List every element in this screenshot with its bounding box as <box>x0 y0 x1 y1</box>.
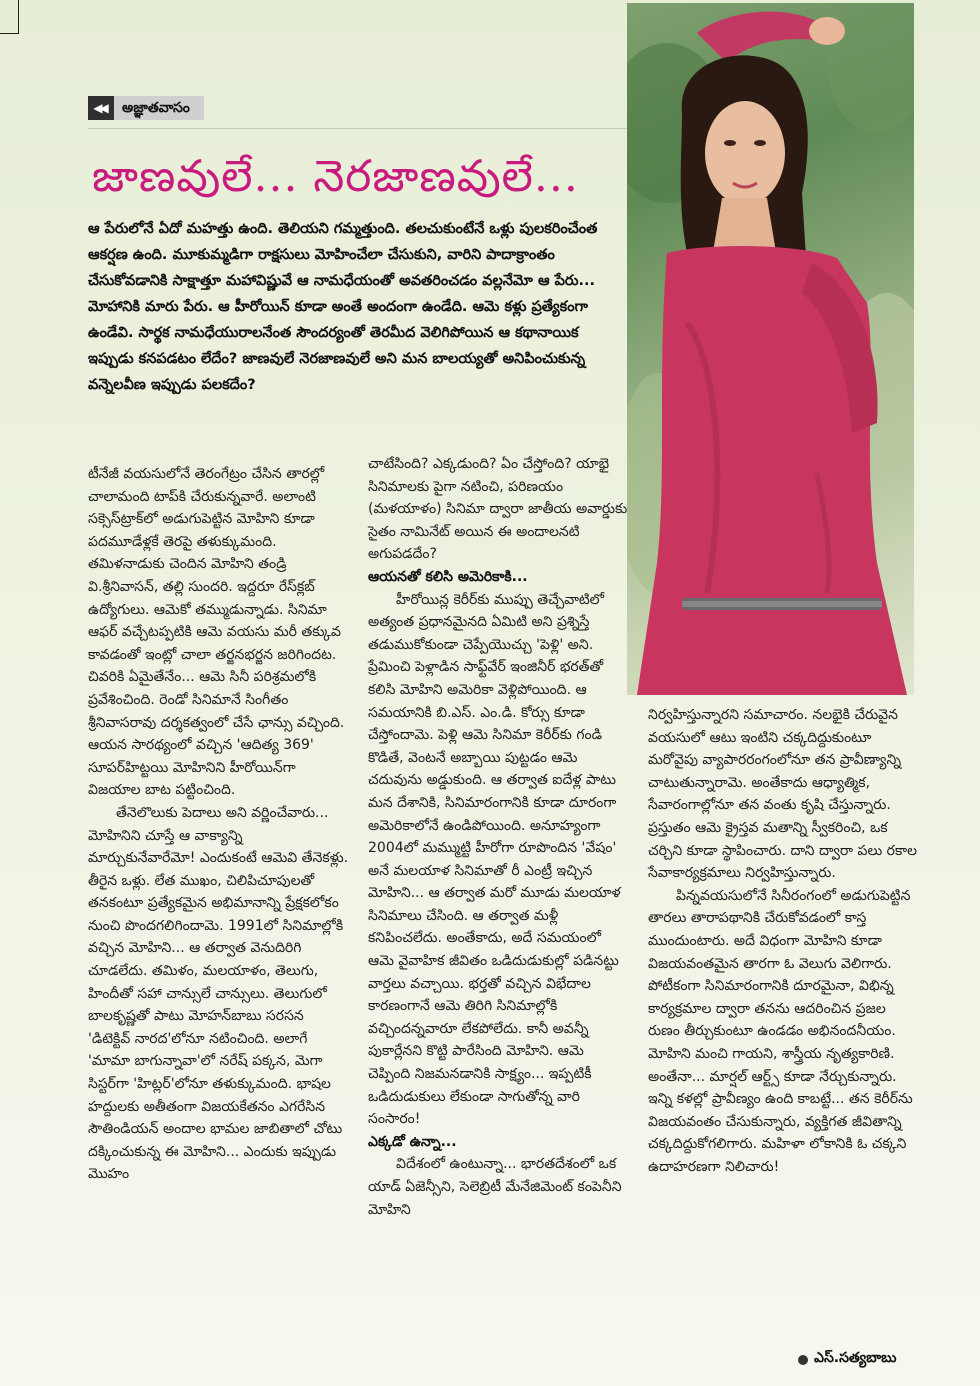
author-name: ఎస్.సత్యబాబు <box>814 1350 897 1366</box>
divider <box>88 128 628 129</box>
paragraph: తేనెలొలుకు పెదాలు అని వర్ణించేవారు... మోహినిని చూస్తే ఆ వాక్యాన్ని మార్చుకునేవారేమో! ఎందుకంటే ఆమెవి తేనెకళ్లు. తీరైన ఒళ్లు. లేత ముఖం, చిలిపిచూపులతో తనకంటూ ప్రత్యేకమైన అభిమానాన్ని ప్రేక్షకలోకం నుంచి పొందగలిగిందామె. 1991లో సినిమాల్లోకి వచ్చిన మోహిని... ఆ తర్వాత వెనుదిరిగి చూడలేదు. తమిళం, మలయాళం, తెలుగు, హిందీతో సహా చాన్సులే చాన్సులు. తెలుగులో బాలకృష్ణతో పాటు మోహన్‌బాబు సరసన 'డిటెక్టివ్ నారద'లోనూ నటించింది. అలాగే 'మామా బాగున్నావా'లో నరేష్ పక్కన, మెగా సిస్టర్‌గా 'హిట్లర్'లోనూ తళుక్కుమంది. భాషల హద్దులకు అతీతంగా విజయకేతనం ఎగరేసిన సౌతిండియన్ అందాల భామల జాబితాలో చోటు దక్కించుకున్న ఈ మోహిని... ఎందుకు ఇప్పుడు మొహం <box>88 804 349 1183</box>
intro-paragraph: ఆ పేరులోనే ఏదో మహత్తు ఉంది. తెలియని గమ్మత్తుంది. తలచుకుంటేనే ఒళ్లు పులకరించేంత ఆకర్షణ ఉంది. మూకుమ్మడిగా రాక్షసులు మోహించేలా చేసుకుని, వారిని పాదాక్రాంతం చేసుకోవడానికి సాక్షాత్తూ మహావిష్ణువే ఆ నామధేయంతో అవతరించడం వల్లనేమో ఆ పేరు... మోహానికి మారు పేరు. ఆ హీరోయిన్ కూడా అంతే అందంగా ఉండేది. ఆమె కళ్లు ప్రత్యేకంగా ఉండేవి. సార్థక నామధేయురాలనేంత సౌందర్యంతో తెరమీద వెలిగిపోయిన ఆ కథానాయిక ఇప్పుడు కనపడటం లేదేం? జాణవులే నెరజాణవులే అని మన బాలయ్యతో అనిపించుకున్న వన్నెలవీణ ఇప్పుడు పలకదేం? <box>88 221 598 393</box>
column-1 <box>88 463 350 1186</box>
column-3 <box>648 704 920 1178</box>
column-2 <box>368 453 630 1221</box>
paragraph: నిర్వహిస్తున్నారని సమాచారం. నలభైకి చేరువైన వయసులో ఆటు ఇంటిని చక్కదిద్దుకుంటూ మరోవైపు వ్యాపారరంగంలోనూ తన ప్రావీణ్యాన్ని చాటుతున్నారామె. అంతేకాదు ఆధ్యాత్మిక, సేవారంగాల్లోనూ తన వంతు కృషి చేస్తున్నారు. ప్రస్తుతం ఆమె క్రైస్తవ మతాన్ని స్వీకరించి, ఒక చర్చిని కూడా స్థాపించారు. దాని ద్వారా పలు రకాల సేవాకార్యక్రమాలు నిర్వహిస్తున్నారు. <box>648 707 918 882</box>
subheading: ఎక్కడో ఉన్నా... <box>368 1133 457 1150</box>
paragraph: టీనేజీ వయసులోనే తెరంగేట్రం చేసిన తారల్లో చాలామంది టాప్‌కి చేరుకున్నవారే. అలాంటి సక్సెస్‌ట్రాక్‌లో అడుగుపెట్టిన మోహిని కూడా పదమూడేళ్లకే తెరపై తళుక్కుమంది. తమిళనాడుకు చెందిన మోహిని తండ్రి వి.శ్రీనివాసన్, తల్లి సుందరి. ఇద్దరూ రేస్‌క్లబ్ ఉద్యోగులు. ఆమెకో తమ్ముడున్నాడు. సినిమా ఆఫర్ వచ్చేటప్పటికి ఆమె వయసు మరీ తక్కువ కావడంతో ఇంట్లో చాలా తర్జనభర్జన జరిగిందట. చివరికి ఏమైతేనేం... ఆమె సినీ పరిశ్రమలోకి ప్రవేశించింది. రెండో సినిమానే సింగీతం శ్రీనివాసరావు దర్శకత్వంలో చేసే ఛాన్సు వచ్చింది. ఆయన సారథ్యంలో వచ్చిన 'ఆదిత్య 369' సూపర్‌హిట్టయి మోహినిని హీరోయిన్‌గా విజయాల బాట పట్టించింది. <box>88 466 345 799</box>
section-tag-label: అజ్ఞాతవాసం <box>114 96 204 120</box>
paragraph: హీరోయిన్ల కెరీర్‌కు ముప్పు తెచ్చేవాటిలో అత్యంత ప్రధానమైనది ఏమిటి అని ప్రశ్నిస్తే తడుముకోకుండా చెప్పేయొచ్చు 'పెళ్లి' అని. ప్రేమించి పెళ్లాడిన సాఫ్ట్‌వేర్ ఇంజినీర్ భరత్‌తో కలిసి మోహిని అమెరికా వెళ్లిపోయింది. ఆ సమయానికి బి.ఎస్. ఎం.డి. కోర్సు కూడా చేస్తోందామె. పెళ్లి ఆమె సినిమా కెరీర్‌కు గండి కొడితే, వెంటనే అబ్బాయి పుట్టడం ఆమె చదువును అడ్డుకుంది. ఆ తర్వాత ఐదేళ్ల పాటు మన దేశానికి, సినిమారంగానికి కూడా దూరంగా అమెరికాలోనే ఉండిపోయింది. అనూహ్యంగా 2004లో మమ్ముట్టి హీరోగా రూపొందిన 'వేషం' అనే మలయాళ సినిమాతో రీ ఎంట్రీ ఇచ్చిన మోహిని... ఆ తర్వాత మరో మూడు మలయాళ సినిమాలు చేసింది. ఆ తర్వాత మళ్లీ కనిపించలేదు. అంతేకాదు, అదే సమయంలో ఆమె వైవాహిక జీవితం ఒడిదుడుకుల్లో పడినట్టు వార్తలు వచ్చాయి. భర్తతో వచ్చిన విభేదాల కారణంగానే ఆమె తిరిగి సినిమాల్లోకి వచ్చిందన్నవారూ లేకపోలేదు. కానీ అవన్నీ పుకార్లేనని కొట్టి పారేసింది మోహిని. ఆమె చెప్పింది నిజమనడానికి సాక్ష్యం... ఇప్పటికీ ఒడిదుడుకులు లేకుండా సాగుతోన్న వారి సంసారం! <box>368 591 621 1128</box>
actress-portrait-image <box>627 3 914 695</box>
paragraph: చాటేసింది? ఎక్కడుంది? ఏం చేస్తోంది? యాభై సినిమాలకు పైగా నటించి, పరిణయం (మళయాళం) సినిమా ద్వారా జాతీయ అవార్డుకు సైతం నామినేట్ అయిన ఈ అందాలనటి అగుపడదేం? <box>368 456 628 563</box>
rewind-icon: ◀◀ <box>88 96 114 120</box>
photo <box>627 3 914 695</box>
bullet-icon <box>798 1355 808 1365</box>
headline: జాణవులే... నెరజాణవులే... <box>92 151 579 202</box>
byline <box>798 1350 897 1369</box>
crop-mark-horizontal <box>0 33 18 34</box>
section-tag <box>88 96 204 120</box>
paragraph: పిన్నవయసులోనే సినీరంగంలో అడుగుపెట్టిన తారలు తారాపథానికి చేరుకోవడంలో కాస్త ముందుంటారు. అదే విధంగా మోహిని కూడా విజయవంతమైన తారగా ఓ వెలుగు వెలిగారు. పోటీకంగా సినిమారంగానికి దూరమైనా, విభిన్న కార్యక్రమాల ద్వారా తనను ఆదరించిన ప్రజల రుణం తీర్చుకుంటూ ఉండడం అభినందనీయం. మోహిని మంచి గాయని, శాస్త్రీయ నృత్యకారిణి. అంతేనా... మార్షల్ ఆర్ట్స్ కూడా నేర్చుకున్నారు. ఇన్ని కళల్లో ప్రావీణ్యం ఉంది కాబట్టే... తన కెరీర్‌ను విజయవంతం చేసుకున్నారు, వ్యక్తిగత జీవితాన్ని చక్కదిద్దుకోగలిగారు. మహిళా లోకానికి ఓ చక్కని ఉదాహరణగా నిలిచారు! <box>648 887 913 1175</box>
subheading: ఆయనతో కలిసి అమెరికాకి... <box>368 568 528 585</box>
paragraph: విదేశంలో ఉంటున్నా... భారతదేశంలో ఒక యాడ్ ఏజెన్సీని, సెలెబ్రిటీ మేనేజిమెంట్ కంపెనీని మోహిని <box>368 1156 622 1218</box>
crop-mark-vertical <box>18 0 19 34</box>
